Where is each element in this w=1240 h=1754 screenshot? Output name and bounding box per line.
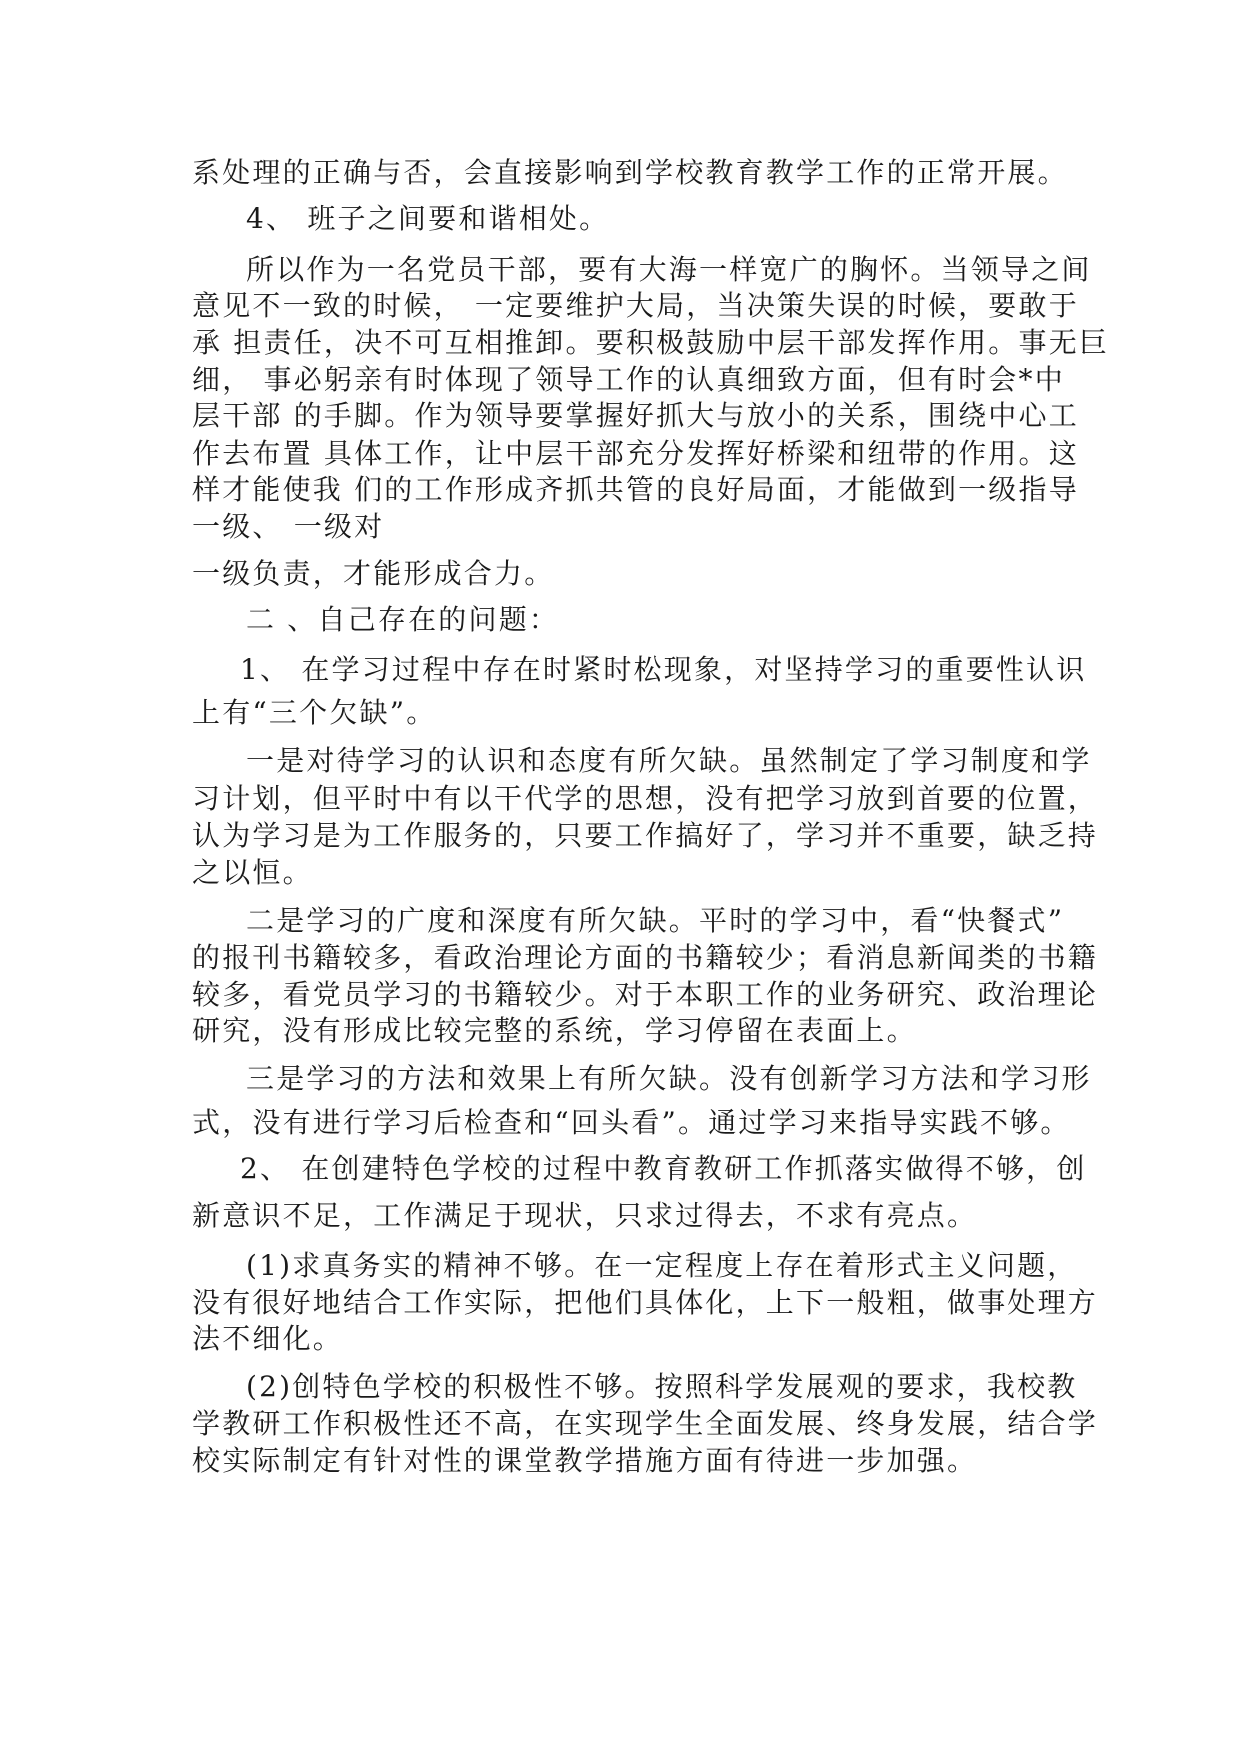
text-line: 所以作为一名党员干部，要有大海一样宽广的胸怀。当领导之间 <box>246 253 1092 286</box>
text-line: 系处理的正确与否，会直接影响到学校教育教学工作的正常开展。 <box>192 156 1068 189</box>
text-line: 承 担责任，决不可互相推卸。要积极鼓励中层干部发挥作用。事无巨 <box>192 326 1110 359</box>
text-line: 之以恒。 <box>192 856 313 889</box>
text-line: 样才能使我 们的工作形成齐抓共管的良好局面，才能做到一级指导 <box>192 473 1079 506</box>
text-line: 新意识不足，工作满足于现状，只求过得去，不求有亮点。 <box>192 1199 978 1232</box>
text-line: 没有很好地结合工作实际，把他们具体化，上下一般粗，做事处理方 <box>192 1286 1099 1319</box>
text-line: 较多，看党员学习的书籍较少。对于本职工作的业务研究、政治理论 <box>192 978 1099 1011</box>
text-line: 细， 事必躬亲有时体现了领导工作的认真细致方面，但有时会*中 <box>192 363 1065 396</box>
text-line: 上有“三个欠缺”。 <box>192 696 437 729</box>
text-line: 1、 在学习过程中存在时紧时松现象，对坚持学习的重要性认识 <box>240 653 1087 686</box>
text-line: 认为学习是为工作服务的，只要工作搞好了，学习并不重要，缺乏持 <box>192 819 1099 852</box>
text-line: 习计划，但平时中有以干代学的思想，没有把学习放到首要的位置， <box>192 782 1099 815</box>
text-line: 作去布置 具体工作，让中层干部充分发挥好桥梁和纽带的作用。这 <box>192 437 1079 470</box>
text-line: 一是对待学习的认识和态度有所欠缺。虽然制定了学习制度和学 <box>246 744 1092 777</box>
text-line: 式，没有进行学习后检查和“回头看”。通过学习来指导实践不够。 <box>192 1106 1071 1139</box>
text-line: 二 、自己存在的问题： <box>246 603 560 636</box>
text-line: 层干部 的手脚。作为领导要掌握好抓大与放小的关系，围绕中心工 <box>192 399 1079 432</box>
text-line: 学教研工作积极性还不高，在实现学生全面发展、终身发展，结合学 <box>192 1407 1099 1440</box>
text-line: 一级负责，才能形成合力。 <box>192 557 555 590</box>
text-line: (1)求真务实的精神不够。在一定程度上存在着形式主义问题， <box>246 1249 1078 1282</box>
text-line: 2、 在创建特色学校的过程中教育教研工作抓落实做得不够，创 <box>240 1152 1087 1185</box>
text-line: 4、 班子之间要和谐相处。 <box>246 202 610 235</box>
text-line: 一级、 一级对 <box>192 510 385 543</box>
text-line: 研究，没有形成比较完整的系统，学习停留在表面上。 <box>192 1014 917 1047</box>
text-line: 的报刊书籍较多，看政治理论方面的书籍较少；看消息新闻类的书籍 <box>192 941 1099 974</box>
text-line: (2)创特色学校的积极性不够。按照科学发展观的要求，我校教 <box>246 1370 1078 1403</box>
text-line: 法不细化。 <box>192 1322 344 1355</box>
text-line: 意见不一致的时候， 一定要维护大局，当决策失误的时候，要敢于 <box>192 289 1079 322</box>
text-line: 校实际制定有针对性的课堂教学措施方面有待进一步加强。 <box>192 1444 978 1477</box>
text-line: 三是学习的方法和效果上有所欠缺。没有创新学习方法和学习形 <box>246 1062 1092 1095</box>
text-line: 二是学习的广度和深度有所欠缺。平时的学习中，看“快餐式” <box>246 904 1065 937</box>
